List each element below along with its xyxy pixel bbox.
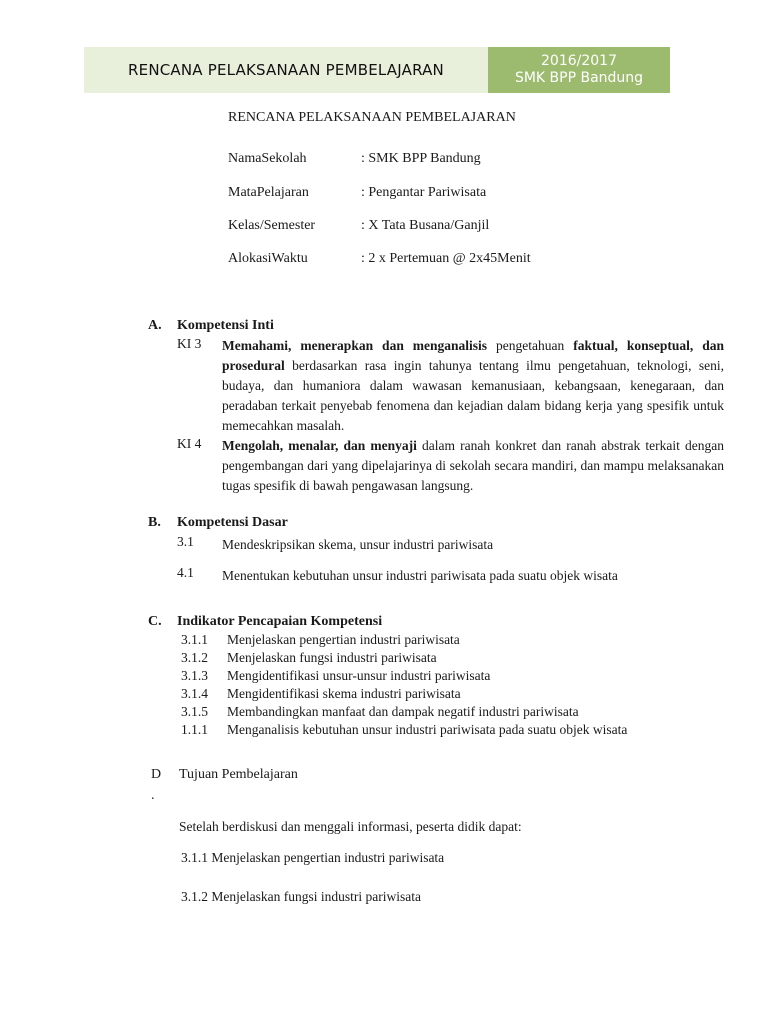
indicator-text: Menjelaskan fungsi industri pariwisata — [227, 650, 437, 665]
section-b-title: Kompetensi Dasar — [177, 515, 288, 530]
ki3-code: KI 3 — [177, 336, 202, 351]
ki4-paragraph — [222, 436, 724, 496]
section-c-letter: C. — [148, 614, 162, 629]
section-a-title: Kompetensi Inti — [177, 318, 274, 333]
indicator-number: 3.1.5 — [181, 704, 208, 719]
indicator-number: 1.1.1 — [181, 722, 208, 737]
identity-value: : Pengantar Pariwisata — [361, 185, 487, 200]
section-a-letter: A. — [148, 318, 162, 333]
indicator-text: Mengidentifikasi unsur-unsur industri pariwisata — [227, 668, 491, 683]
ki3-bold-1: Memahami, menerapkan dan menganalisis — [222, 338, 488, 353]
identity-value: : X Tata Busana/Ganjil — [361, 218, 490, 233]
indicator-text: Mengidentifikasi skema industri pariwisata — [227, 686, 461, 701]
header-title-bar — [84, 47, 488, 93]
section-d-title: Tujuan Pembelajaran — [179, 767, 298, 782]
section-c-title: Indikator Pencapaian Kompetensi — [177, 614, 383, 629]
kd-text: Mendeskripsikan skema, unsur industri pariwisata — [222, 537, 494, 552]
objective-intro: Setelah berdiskusi dan menggali informasi, peserta didik dapat: — [179, 819, 522, 834]
identity-value: : SMK BPP Bandung — [361, 151, 481, 166]
indicator-text: Menganalisis kebutuhan unsur industri pariwisata pada suatu objek wisata — [227, 722, 628, 737]
header-info-box — [488, 47, 670, 93]
ki3-text-2: berdasarkan rasa ingin tahunya tentang ilmu pengetahuan, teknologi, seni, budaya, dan humaniora dalam wawasan kemanusiaan, kebangsaan, kenegaraan, dan peradaban terkait penyebab fenomena dan kejadian dalam bidang kerja yang spesifik untuk memecahkan masalah. — [222, 358, 724, 433]
indicator-number: 3.1.1 — [181, 632, 208, 647]
ki3-bold-2: faktual, konseptual, dan prosedural — [222, 338, 724, 373]
kd-number: 4.1 — [177, 565, 194, 580]
indicator-number: 3.1.3 — [181, 668, 208, 683]
document-title: RENCANA PELAKSANAAN PEMBELAJARAN — [228, 110, 516, 125]
ki4-bold-1: Mengolah, menalar, dan menyaji — [222, 438, 417, 453]
identity-value: : 2 x Pertemuan @ 2x45Menit — [361, 251, 531, 266]
indicator-text: Membandingkan manfaat dan dampak negatif industri pariwisata — [227, 704, 579, 719]
header-title: RENCANA PELAKSANAAN PEMBELAJARAN — [128, 61, 444, 79]
identity-label: NamaSekolah — [228, 151, 307, 166]
indicator-text: Menjelaskan pengertian industri pariwisata — [227, 632, 460, 647]
ki4-text-1: dalam ranah konkret dan ranah abstrak terkait dengan pengembangan dari yang dipelajarinya di sekolah secara mandiri, dan mampu melaksanakan tugas spesifik di bawah pengawasan langsung. — [222, 438, 725, 493]
indicator-number: 3.1.2 — [181, 650, 208, 665]
section-b-letter: B. — [148, 515, 161, 530]
identity-label: Kelas/Semester — [228, 218, 316, 233]
identity-label: MataPelajaran — [228, 185, 309, 200]
kd-text: Menentukan kebutuhan unsur industri pariwisata pada suatu objek wisata — [222, 568, 618, 583]
ki3-text-1: pengetahuan — [487, 338, 574, 353]
header-school: SMK BPP Bandung — [514, 70, 644, 86]
identity-label: AlokasiWaktu — [228, 251, 308, 266]
indicator-number: 3.1.4 — [181, 686, 208, 701]
objective-item: 3.1.1 Menjelaskan pengertian industri pariwisata — [181, 850, 445, 865]
objective-item: 3.1.2 Menjelaskan fungsi industri pariwisata — [181, 889, 421, 904]
ki3-paragraph — [222, 336, 724, 436]
section-d-dot: . — [151, 788, 155, 803]
kd-number: 3.1 — [177, 534, 194, 549]
header-year: 2016/2017 — [541, 53, 617, 69]
section-d-letter: D — [151, 767, 162, 782]
ki4-code: KI 4 — [177, 436, 202, 451]
